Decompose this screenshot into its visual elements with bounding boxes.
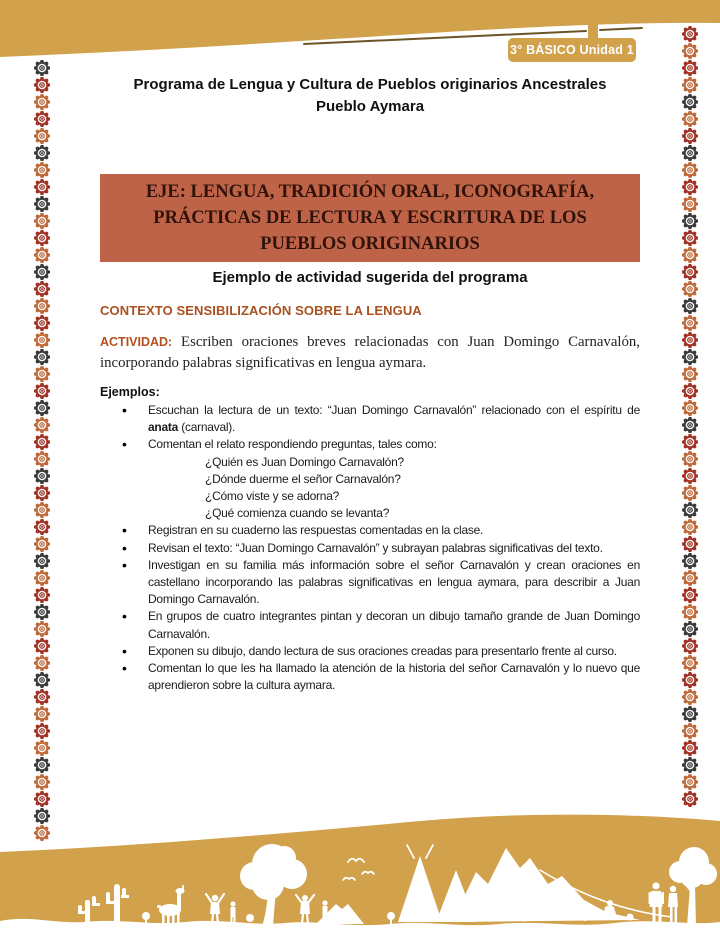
example-list bbox=[120, 402, 640, 694]
sub-question: ¿Cómo viste y se adorna? bbox=[205, 489, 340, 504]
examples-heading: Ejemplos: bbox=[100, 385, 160, 399]
bullet-text: • En grupos de cuatro integrantes pintan y decoran un dibujo tamaño grande de Juan Domingo Carnavalón. bbox=[148, 609, 640, 641]
eje-heading: EJE: LENGUA, TRADICIÓN ORAL, ICONOGRAFÍA, PRÁCTICAS DE LECTURA Y ESCRITURA DE LOS PUEBLOS ORIGINARIOS bbox=[100, 174, 640, 262]
rosette-icon bbox=[34, 145, 50, 161]
rosette-icon bbox=[34, 451, 50, 467]
rosette-icon bbox=[34, 60, 50, 76]
rosette-icon bbox=[682, 179, 698, 195]
bullet-text: • Registran en su cuaderno las respuestas comentadas en la clase. bbox=[148, 523, 484, 538]
rosette-icon bbox=[682, 43, 698, 59]
rosette-icon bbox=[682, 451, 698, 467]
rosette-icon bbox=[682, 162, 698, 178]
rosette-icon bbox=[34, 281, 50, 297]
activity-label: ACTIVIDAD: bbox=[100, 335, 173, 349]
rosette-icon bbox=[682, 536, 698, 552]
rosette-icon bbox=[682, 553, 698, 569]
rosette-icon bbox=[682, 706, 698, 722]
rosette-icon bbox=[682, 417, 698, 433]
rosette-icon bbox=[34, 655, 50, 671]
rosette-icon bbox=[682, 570, 698, 586]
activity-subtitle: Ejemplo de actividad sugerida del programa bbox=[212, 269, 528, 286]
sub-question: ¿Quién es Juan Domingo Carnavalón? bbox=[205, 454, 404, 469]
rosette-icon bbox=[34, 366, 50, 382]
rosette-icon bbox=[682, 740, 698, 756]
rosette-icon bbox=[34, 621, 50, 637]
example-bullet bbox=[120, 643, 640, 660]
rosette-icon bbox=[34, 519, 50, 535]
rosette-icon bbox=[34, 315, 50, 331]
content-column bbox=[100, 74, 640, 694]
rosette-icon bbox=[34, 502, 50, 518]
bullet-text: • Escuchan la lectura de un texto: “Juan Domingo Carnavalón” relacionado con el espíritu de anata (carnaval). bbox=[148, 403, 640, 435]
rosette-icon bbox=[682, 400, 698, 416]
example-bullet bbox=[120, 608, 640, 642]
rosette-icon bbox=[682, 111, 698, 127]
rosette-icon bbox=[682, 77, 698, 93]
rosette-icon bbox=[682, 94, 698, 110]
rosette-icon bbox=[34, 468, 50, 484]
document-title bbox=[100, 74, 640, 118]
activity-paragraph bbox=[100, 332, 640, 374]
rosette-icon bbox=[34, 298, 50, 314]
footer-illustration bbox=[0, 800, 720, 932]
rosette-icon bbox=[682, 315, 698, 331]
bullet-text: • Revisan el texto: “Juan Domingo Carnavalón” y subrayan palabras significativas del texto. bbox=[148, 540, 603, 555]
rosette-icon bbox=[34, 689, 50, 705]
rosette-icon bbox=[682, 604, 698, 620]
rosette-icon bbox=[682, 383, 698, 399]
rosette-icon bbox=[682, 128, 698, 144]
rosette-icon bbox=[34, 383, 50, 399]
rosette-icon bbox=[34, 264, 50, 280]
rosette-icon bbox=[682, 519, 698, 535]
rosette-icon bbox=[34, 128, 50, 144]
rosette-icon bbox=[34, 111, 50, 127]
rosette-icon bbox=[34, 485, 50, 501]
rosette-icon bbox=[34, 196, 50, 212]
rosette-icon bbox=[34, 434, 50, 450]
unit-badge: 3° BÁSICO Unidad 1 bbox=[508, 38, 636, 62]
left-border-ornament bbox=[34, 60, 50, 842]
rosette-icon bbox=[682, 298, 698, 314]
rosette-icon bbox=[682, 638, 698, 654]
example-bullet bbox=[120, 436, 640, 522]
rosette-icon bbox=[682, 281, 698, 297]
rosette-icon bbox=[34, 77, 50, 93]
example-bullet bbox=[120, 402, 640, 436]
rosette-icon bbox=[34, 638, 50, 654]
rosette-icon bbox=[682, 723, 698, 739]
document-title-line1: Programa de Lengua y Cultura de Pueblos originarios Ancestrales bbox=[133, 76, 607, 93]
rosette-icon bbox=[682, 774, 698, 790]
rosette-icon bbox=[34, 417, 50, 433]
bullet-text: • Exponen su dibujo, dando lectura de sus oraciones creadas para presentarlo frente al curso. bbox=[148, 643, 617, 658]
bullet-text: • Comentan lo que les ha llamado la atención de la historia del señor Carnavalón y lo nuevo que aprendieron sobre la cultura aymara. bbox=[148, 661, 640, 693]
rosette-icon bbox=[682, 332, 698, 348]
rosette-icon bbox=[682, 655, 698, 671]
rosette-icon bbox=[34, 570, 50, 586]
rosette-icon bbox=[34, 587, 50, 603]
rosette-icon bbox=[682, 468, 698, 484]
rosette-icon bbox=[682, 485, 698, 501]
rosette-icon bbox=[34, 553, 50, 569]
rosette-icon bbox=[682, 145, 698, 161]
activity-text: Escriben oraciones breves relacionadas con Juan Domingo Carnavalón, incorporando palabras significativas en lengua aymara. bbox=[100, 334, 640, 371]
rosette-icon bbox=[34, 179, 50, 195]
document-title-line2: Pueblo Aymara bbox=[315, 98, 425, 115]
rosette-icon bbox=[682, 502, 698, 518]
rosette-icon bbox=[682, 672, 698, 688]
rosette-icon bbox=[34, 213, 50, 229]
rosette-icon bbox=[682, 26, 698, 42]
rosette-icon bbox=[34, 162, 50, 178]
rosette-icon bbox=[682, 60, 698, 76]
rosette-icon bbox=[34, 94, 50, 110]
rosette-icon bbox=[682, 247, 698, 263]
rosette-icon bbox=[34, 672, 50, 688]
example-bullet bbox=[120, 522, 640, 539]
rosette-icon bbox=[34, 604, 50, 620]
rosette-icon bbox=[682, 196, 698, 212]
rosette-icon bbox=[682, 587, 698, 603]
rosette-icon bbox=[682, 757, 698, 773]
rosette-icon bbox=[682, 434, 698, 450]
rosette-icon bbox=[682, 621, 698, 637]
bullet-text: • Investigan en su familia más información sobre el señor Carnavalón y crean oraciones en castellano incorporando las palabras significativas en lengua aymara, para describir a Juan Domingo Carnavalón. bbox=[148, 557, 640, 607]
rosette-icon bbox=[682, 349, 698, 365]
rosette-icon bbox=[34, 740, 50, 756]
rosette-icon bbox=[34, 757, 50, 773]
example-bullet bbox=[120, 660, 640, 694]
rosette-icon bbox=[34, 706, 50, 722]
rosette-icon bbox=[34, 247, 50, 263]
rosette-icon bbox=[682, 213, 698, 229]
example-bullet bbox=[120, 557, 640, 609]
rosette-icon bbox=[34, 400, 50, 416]
context-heading: CONTEXTO SENSIBILIZACIÓN SOBRE LA LENGUA bbox=[100, 303, 422, 318]
rosette-icon bbox=[682, 689, 698, 705]
rosette-icon bbox=[682, 366, 698, 382]
rosette-icon bbox=[34, 230, 50, 246]
example-bullet bbox=[120, 540, 640, 557]
rosette-icon bbox=[34, 774, 50, 790]
right-border-ornament bbox=[682, 26, 698, 808]
rosette-icon bbox=[34, 723, 50, 739]
rosette-icon bbox=[682, 230, 698, 246]
sub-question: ¿Dónde duerme el señor Carnavalón? bbox=[205, 471, 401, 486]
rosette-icon bbox=[34, 349, 50, 365]
rosette-icon bbox=[682, 264, 698, 280]
rosette-icon bbox=[34, 536, 50, 552]
sub-question: ¿Qué comienza cuando se levanta? bbox=[205, 506, 390, 521]
bullet-text: • Comentan el relato respondiendo preguntas, tales como: bbox=[148, 437, 437, 452]
rosette-icon bbox=[34, 332, 50, 348]
